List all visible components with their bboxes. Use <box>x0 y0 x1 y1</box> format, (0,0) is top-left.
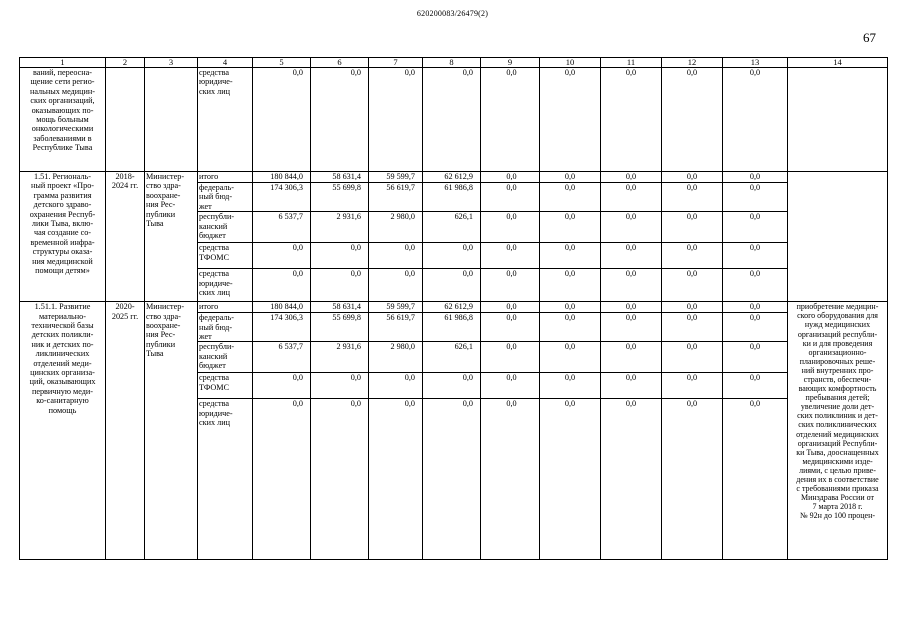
funding-source: средства юридиче- ских лиц <box>198 399 253 560</box>
amount-cell: 0,0 <box>662 342 723 373</box>
amount-cell: 0,0 <box>369 269 423 302</box>
amount-cell: 0,0 <box>601 302 662 313</box>
table-row <box>20 172 888 183</box>
amount-cell: 0,0 <box>253 373 311 399</box>
amount-cell: 0,0 <box>540 269 601 302</box>
amount-cell: 0,0 <box>662 212 723 243</box>
amount-cell: 0,0 <box>423 373 481 399</box>
funding-source: средства ТФОМС <box>198 243 253 269</box>
expected-result <box>788 172 888 302</box>
amount-cell: 0,0 <box>662 243 723 269</box>
amount-cell: 174 306,3 <box>253 313 311 342</box>
amount-cell: 0,0 <box>311 68 369 172</box>
amount-cell: 0,0 <box>662 68 723 172</box>
amount-cell: 0,0 <box>723 342 788 373</box>
event-executor: Министер- ство здра- воохране- ния Рес- публики Тыва <box>145 302 198 560</box>
amount-cell: 6 537,7 <box>253 342 311 373</box>
amount-cell: 0,0 <box>662 373 723 399</box>
amount-cell: 61 986,8 <box>423 313 481 342</box>
page-number: 67 <box>863 30 876 45</box>
amount-cell: 0,0 <box>540 68 601 172</box>
funding-source: средства юридиче- ских лиц <box>198 68 253 172</box>
amount-cell: 174 306,3 <box>253 183 311 212</box>
amount-cell: 0,0 <box>311 243 369 269</box>
amount-cell: 0,0 <box>481 183 540 212</box>
amount-cell: 0,0 <box>601 313 662 342</box>
amount-cell: 0,0 <box>601 68 662 172</box>
table-row <box>20 68 888 172</box>
event-years <box>106 68 145 172</box>
amount-cell: 56 619,7 <box>369 313 423 342</box>
amount-cell: 0,0 <box>253 269 311 302</box>
column-header: 14 <box>788 58 888 68</box>
amount-cell: 0,0 <box>723 373 788 399</box>
event-name: 1.51.1. Развитие материально- технической базы детских поликли- ник и детских по- ликлинических отделений меди- цинских организа- ций, оказывающих первичную меди- ко-санитарную помощь <box>20 302 106 560</box>
event-years: 2018- 2024 гг. <box>106 172 145 302</box>
amount-cell: 0,0 <box>481 373 540 399</box>
amount-cell: 0,0 <box>481 243 540 269</box>
budget-table <box>19 57 888 560</box>
amount-cell: 0,0 <box>540 243 601 269</box>
amount-cell: 0,0 <box>662 313 723 342</box>
amount-cell: 0,0 <box>662 172 723 183</box>
column-header: 10 <box>540 58 601 68</box>
column-header: 2 <box>106 58 145 68</box>
column-header: 4 <box>198 58 253 68</box>
funding-source: итого <box>198 172 253 183</box>
column-header: 6 <box>311 58 369 68</box>
amount-cell: 0,0 <box>481 342 540 373</box>
document-id: 620200083/26479(2) <box>416 9 489 18</box>
amount-cell: 0,0 <box>369 243 423 269</box>
amount-cell: 0,0 <box>601 399 662 560</box>
amount-cell: 0,0 <box>662 183 723 212</box>
amount-cell: 0,0 <box>481 313 540 342</box>
column-header: 9 <box>481 58 540 68</box>
amount-cell: 0,0 <box>540 172 601 183</box>
amount-cell: 0,0 <box>481 172 540 183</box>
amount-cell: 0,0 <box>311 269 369 302</box>
amount-cell: 626,1 <box>423 342 481 373</box>
amount-cell: 0,0 <box>481 68 540 172</box>
amount-cell: 59 599,7 <box>369 172 423 183</box>
amount-cell: 0,0 <box>601 172 662 183</box>
amount-cell: 0,0 <box>311 373 369 399</box>
event-name: 1.51. Региональ- ный проект «Про- грамма развития детского здраво- охранения Респуб- лики Тыва, вклю- чая создание со- временной инфра- структуры оказа- ния медицинской помощи детям» <box>20 172 106 302</box>
amount-cell: 0,0 <box>253 68 311 172</box>
amount-cell: 59 599,7 <box>369 302 423 313</box>
amount-cell: 2 980,0 <box>369 342 423 373</box>
amount-cell: 0,0 <box>369 399 423 560</box>
column-header: 8 <box>423 58 481 68</box>
amount-cell: 0,0 <box>723 172 788 183</box>
event-executor <box>145 68 198 172</box>
amount-cell: 58 631,4 <box>311 172 369 183</box>
amount-cell: 0,0 <box>723 302 788 313</box>
amount-cell: 0,0 <box>253 243 311 269</box>
table-row <box>20 302 888 313</box>
amount-cell: 0,0 <box>369 68 423 172</box>
amount-cell: 626,1 <box>423 212 481 243</box>
amount-cell: 0,0 <box>423 269 481 302</box>
amount-cell: 0,0 <box>253 399 311 560</box>
amount-cell: 0,0 <box>423 243 481 269</box>
amount-cell: 0,0 <box>601 269 662 302</box>
event-years: 2020- 2025 гг. <box>106 302 145 560</box>
amount-cell: 0,0 <box>369 373 423 399</box>
amount-cell: 0,0 <box>481 302 540 313</box>
event-name: ваний, переосна- щение сети регио- нальных медицин- ских организаций, оказывающих по- мощь больным онкологическими заболеваниями в Республике Тыва <box>20 68 106 172</box>
amount-cell: 0,0 <box>723 183 788 212</box>
amount-cell: 0,0 <box>723 212 788 243</box>
amount-cell: 2 931,6 <box>311 342 369 373</box>
amount-cell: 0,0 <box>540 399 601 560</box>
column-header: 1 <box>20 58 106 68</box>
funding-source: итого <box>198 302 253 313</box>
amount-cell: 0,0 <box>601 342 662 373</box>
amount-cell: 56 619,7 <box>369 183 423 212</box>
amount-cell: 0,0 <box>311 399 369 560</box>
amount-cell: 180 844,0 <box>253 172 311 183</box>
funding-source: федераль- ный бюд- жет <box>198 313 253 342</box>
funding-source: республи- канский бюджет <box>198 342 253 373</box>
column-header: 11 <box>601 58 662 68</box>
column-header: 7 <box>369 58 423 68</box>
amount-cell: 0,0 <box>662 269 723 302</box>
amount-cell: 0,0 <box>723 68 788 172</box>
amount-cell: 0,0 <box>601 183 662 212</box>
amount-cell: 0,0 <box>423 399 481 560</box>
amount-cell: 0,0 <box>540 342 601 373</box>
amount-cell: 0,0 <box>601 212 662 243</box>
amount-cell: 0,0 <box>723 313 788 342</box>
amount-cell: 0,0 <box>723 399 788 560</box>
amount-cell: 180 844,0 <box>253 302 311 313</box>
amount-cell: 62 612,9 <box>423 302 481 313</box>
column-header: 13 <box>723 58 788 68</box>
expected-result: приобретение медицин- ского оборудования для нужд медицинских организаций республи- ки и для проведения организационно- планировочных реше- ний внутренних про- странств, обеспечи- вающих комфортность пребывания детей; увеличение доли дет- ских поликлиник и дет- ских поликлинических отделений медицинских организаций Республи- ки Тыва, дооснащенных медицинскими изде- лиями, с целью приве- дения их в соответствие с требованиями приказа Минздрава России от 7 марта 2018 г. № 92н до 100 процен- <box>788 302 888 560</box>
column-header: 5 <box>253 58 311 68</box>
amount-cell: 0,0 <box>601 373 662 399</box>
amount-cell: 55 699,8 <box>311 183 369 212</box>
amount-cell: 0,0 <box>481 399 540 560</box>
amount-cell: 2 980,0 <box>369 212 423 243</box>
amount-cell: 0,0 <box>540 373 601 399</box>
amount-cell: 0,0 <box>423 68 481 172</box>
amount-cell: 6 537,7 <box>253 212 311 243</box>
amount-cell: 55 699,8 <box>311 313 369 342</box>
amount-cell: 2 931,6 <box>311 212 369 243</box>
amount-cell: 0,0 <box>540 313 601 342</box>
column-header: 12 <box>662 58 723 68</box>
funding-source: федераль- ный бюд- жет <box>198 183 253 212</box>
amount-cell: 61 986,8 <box>423 183 481 212</box>
amount-cell: 0,0 <box>540 212 601 243</box>
amount-cell: 0,0 <box>540 302 601 313</box>
amount-cell: 58 631,4 <box>311 302 369 313</box>
funding-source: республи- канский бюджет <box>198 212 253 243</box>
amount-cell: 0,0 <box>662 399 723 560</box>
amount-cell: 0,0 <box>481 269 540 302</box>
funding-source: средства ТФОМС <box>198 373 253 399</box>
funding-source: средства юридиче- ских лиц <box>198 269 253 302</box>
amount-cell: 0,0 <box>540 183 601 212</box>
header-row <box>20 58 888 68</box>
column-header: 3 <box>145 58 198 68</box>
expected-result <box>788 68 888 172</box>
amount-cell: 0,0 <box>723 243 788 269</box>
amount-cell: 0,0 <box>723 269 788 302</box>
event-executor: Министер- ство здра- воохране- ния Рес- публики Тыва <box>145 172 198 302</box>
amount-cell: 0,0 <box>662 302 723 313</box>
amount-cell: 62 612,9 <box>423 172 481 183</box>
amount-cell: 0,0 <box>601 243 662 269</box>
amount-cell: 0,0 <box>481 212 540 243</box>
